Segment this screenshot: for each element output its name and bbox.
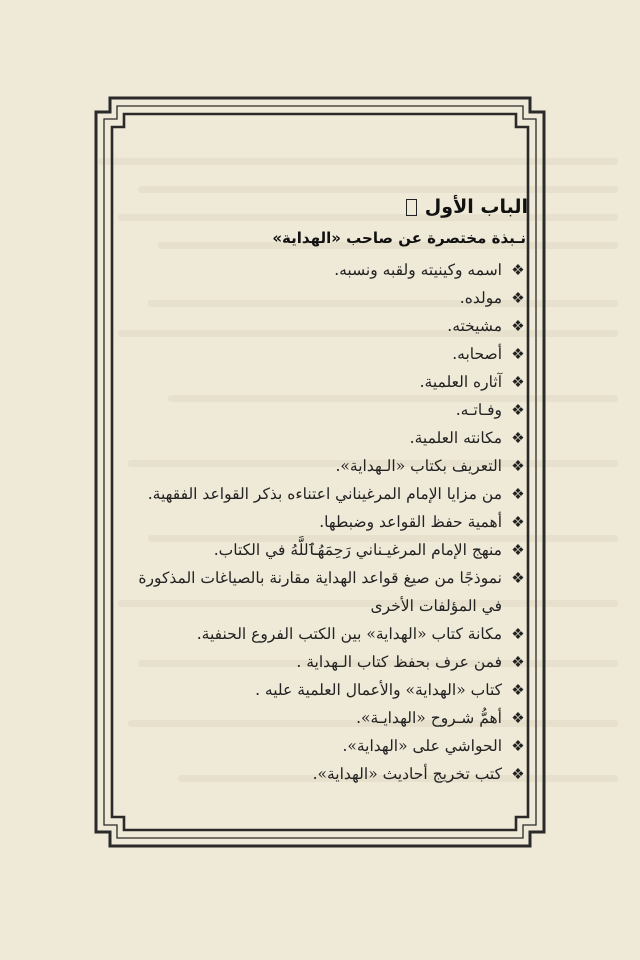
- ornament-bullet-icon: ❖: [511, 541, 525, 559]
- list-item: ❖ مولده.: [118, 284, 528, 312]
- ornament-bullet-icon: ❖: [511, 569, 525, 587]
- list-item: ❖ مشيخته.: [118, 312, 528, 340]
- ornament-bullet-icon: ❖: [511, 345, 525, 363]
- list-item: ❖ أصحابه.: [118, 340, 528, 368]
- ornament-bullet-icon: ❖: [511, 289, 525, 307]
- ornament-bullet-icon: ❖: [511, 429, 525, 447]
- list-item: ❖ أهمية حفظ القواعد وضبطها.: [118, 508, 528, 536]
- ornament-bullet-icon: ❖: [511, 457, 525, 475]
- list-item: ❖ كتب تخريج أحاديث «الهداية».: [118, 760, 528, 788]
- ornament-bullet-icon: ❖: [511, 373, 525, 391]
- list-item: ❖ وفـاتـه.: [118, 396, 528, 424]
- list-item: ❖ التعريف بكتاب «الـهداية».: [118, 452, 528, 480]
- list-item: ❖ آثاره العلمية.: [118, 368, 528, 396]
- ornament-bullet-icon: ❖: [511, 765, 525, 783]
- chapter-title: الباب الأول: [424, 196, 528, 218]
- ornament-bullet-icon: ❖: [511, 737, 525, 755]
- ornament-bullet-icon: ❖: [511, 317, 525, 335]
- topic-list: [118, 256, 528, 788]
- ornament-bullet-icon: ❖: [511, 513, 525, 531]
- list-item: ❖ فمن عرف بحفظ كتاب الـهداية .: [118, 648, 528, 676]
- ornament-bullet-icon: ❖: [511, 681, 525, 699]
- list-item: ❖ نموذجًا من صيغ قواعد الهداية مقارنة بالصياغات المذكورة في المؤلفات الأخرى: [118, 564, 528, 620]
- ornament-bullet-icon: ❖: [511, 485, 525, 503]
- ornament-bullet-icon: ❖: [511, 625, 525, 643]
- chapter-content: [118, 190, 528, 788]
- list-item: ❖ الحواشي على «الهداية».: [118, 732, 528, 760]
- list-item: ❖ منهج الإمام المرغيـناني رَحِمَهُٱللَّهُ في الكتاب.: [118, 536, 528, 564]
- ornament-bullet-icon: ❖: [511, 653, 525, 671]
- list-item: ❖ مكانته العلمية.: [118, 424, 528, 452]
- chapter-subtitle: نـبذة مختصرة عن صاحب «الهداية»: [272, 229, 526, 247]
- list-item: ❖ كتاب «الهداية» والأعمال العلمية عليه .: [118, 676, 528, 704]
- list-item: ❖ أهمُّ شـروح «الهدايـة».: [118, 704, 528, 732]
- list-item: ❖ من مزايا الإمام المرغيناني اعتناءه بذكر القواعد الفقهية.: [118, 480, 528, 508]
- chapter-heading-row: [118, 190, 528, 224]
- title-box-icon: [406, 199, 417, 216]
- ornament-bullet-icon: ❖: [511, 401, 525, 419]
- list-item: ❖ اسمه وكينيته ولقبه ونسبه.: [118, 256, 528, 284]
- list-item: ❖ مكانة كتاب «الهداية» بين الكتب الفروع الحنفية.: [118, 620, 528, 648]
- ornament-bullet-icon: ❖: [511, 261, 525, 279]
- ornament-bullet-icon: ❖: [511, 709, 525, 727]
